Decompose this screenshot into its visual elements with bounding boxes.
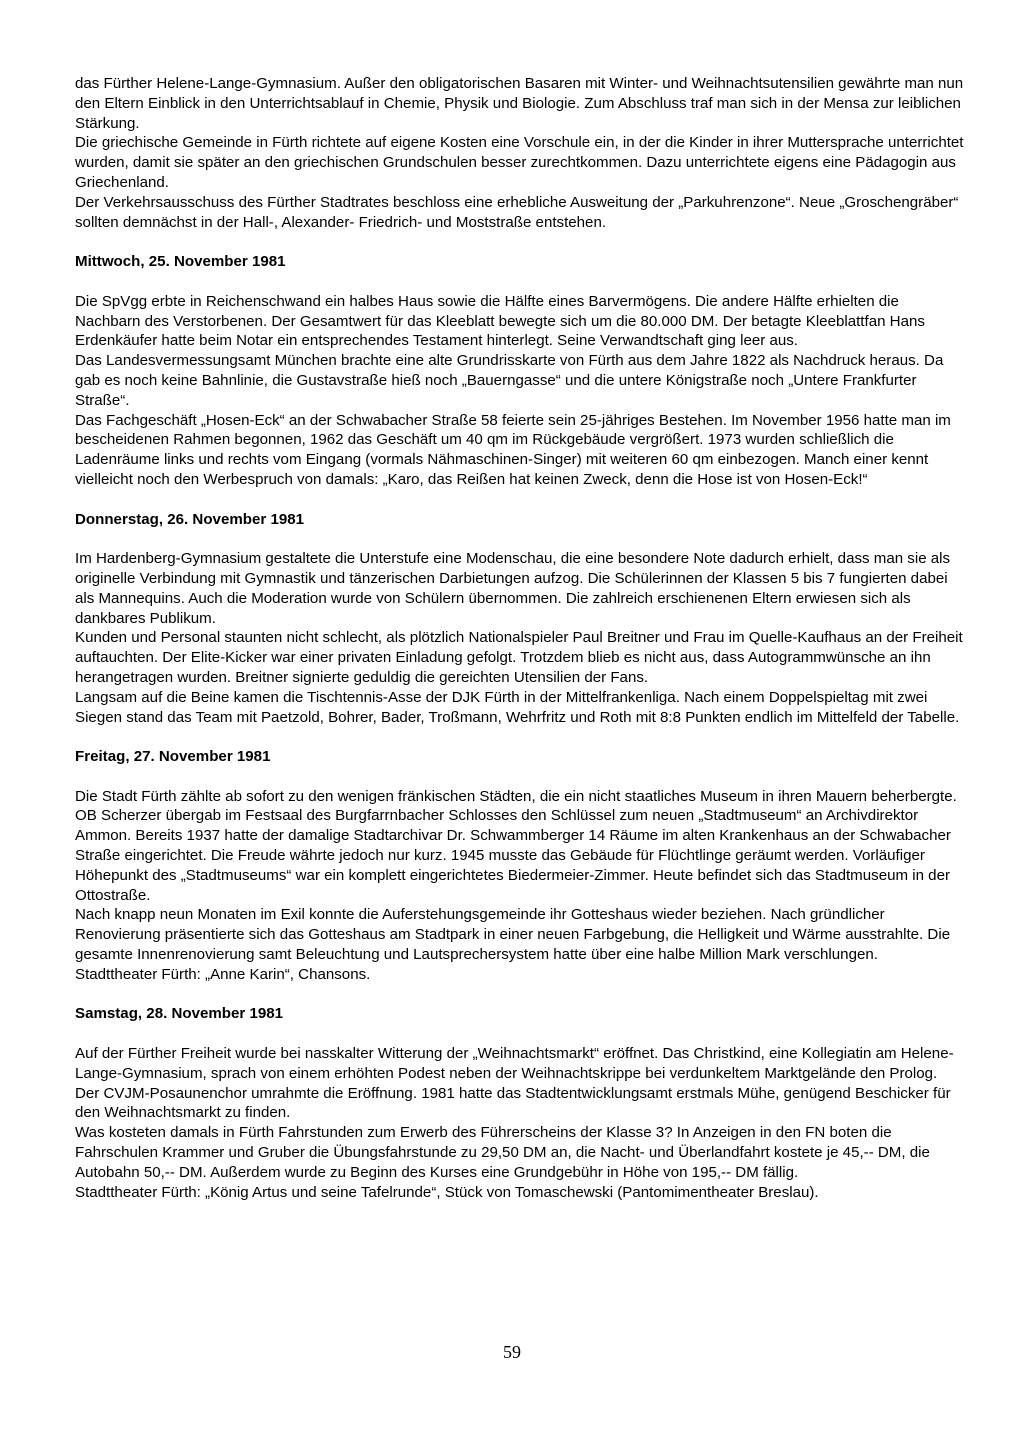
section-friday [75,747,965,985]
section-thursday [75,510,965,728]
section-paragraph: Die Stadt Fürth zählte ab sofort zu den wenigen fränkischen Städten, die ein nicht staatliches Museum in ihren Mauern beherbergte. OB Scherzer übergab im Festsaal des Burgfarrnbacher Schlosses den Schlüssel zum neuen „Stadtmuseum“ an Archivdirektor Ammon. Bereits 1937 hatte der damalige Stadtarchivar Dr. Schwammberger 14 Räume im alten Krankenhaus an der Schwabacher Straße eingerichtet. Die Freude währte jedoch nur kurz. 1945 musste das Gebäude für Flüchtlinge geräumt werden. Vorläufiger Höhepunkt des „Stadtmuseums“ war ein komplett eingerichtetes Biedermeier-Zimmer. Heute befindet sich das Stadtmuseum in der Ottostraße. [75,787,957,904]
section-paragraph: Das Fachgeschäft „Hosen-Eck“ an der Schwabacher Straße 58 feierte sein 25-jähriges Bestehen. Im November 1956 hatte man im bescheidenen Rahmen begonnen, 1962 das Geschäft um 40 qm im Rückgebäude vergrößert. 1973 wurden schließlich die Ladenräume links und rechts vom Eingang (vormals Nähmaschinen-Singer) mit weiteren 60 qm einbezogen. Manch einer kennt vielleicht noch den Werbespruch von damals: „Karo, das Reißen hat keinen Zweck, denn die Hose ist von Hosen-Eck!“ [75,411,951,488]
section-heading: Donnerstag, 26. November 1981 [75,510,305,528]
section-paragraph: Das Landesvermessungsamt München brachte eine alte Grundrisskarte von Fürth aus dem Jahre 1822 als Nachdruck heraus. Da gab es noch keine Bahnlinie, die Gustavstraße hieß noch „Bauerngasse“ und die untere Königstraße noch „Untere Frankfurter Straße“. [75,352,944,409]
section-saturday [75,1004,965,1202]
section-heading: Mittwoch, 25. November 1981 [75,253,286,271]
intro-paragraph-2: Die griechische Gemeinde in Fürth richtete auf eigene Kosten eine Vorschule ein, in der die Kinder in ihrer Muttersprache unterrichtet wurden, damit sie später an den griechischen Grundschulen besser zurechtkommen. Dazu unterrichtete eigens eine Pädagogin aus Griechenland. [75,134,964,191]
page-number: 59 [503,1342,521,1362]
section-heading: Freitag, 27. November 1981 [75,748,271,766]
section-paragraph: Im Hardenberg-Gymnasium gestaltete die Unterstufe eine Modenschau, die eine besondere Note dadurch erhielt, dass man sie als originelle Verbindung mit Gymnastik und tänzerischen Darbietungen aufzog. Die Schülerinnen der Klassen 5 bis 7 fungierten dabei als Mannequins. Auch die Moderation wurde von Schülern übernommen. Die zahlreich erschienenen Eltern erwiesen sich als dankbares Publikum. [75,550,951,627]
intro-paragraph-3: Der Verkehrsausschuss des Fürther Stadtrates beschloss eine erhebliche Ausweitung der „Parkuhrenzone“. Neue „Groschengräber“ sollten demnächst in der Hall-, Alexander- Friedrich- und Moststraße entstehen. [75,193,959,231]
document-body [75,74,965,1202]
section-paragraph: Was kosteten damals in Fürth Fahrstunden zum Erwerb des Führerscheins der Klasse 3? In Anzeigen in den FN boten die Fahrschulen Krammer und Gruber die Übungsfahrstunde zu 29,50 DM an, die Nacht- und Überlandfahrt kostete je 45,-- DM, die Autobahn 50,-- DM. Außerdem wurde zu Beginn des Kurses eine Grundgebühr in Höhe von 195,-- DM fällig. [75,1124,930,1181]
section-paragraph: Kunden und Personal staunten nicht schlecht, als plötzlich Nationalspieler Paul Breitner und Frau im Quelle-Kaufhaus an der Freiheit auftauchten. Der Elite-Kicker war einer privaten Einladung gefolgt. Trotzdem blieb es nicht aus, dass Autogrammwünsche an ihn herangetragen wurden. Breitner signierte geduldig die gereichten Utensilien der Fans. [75,629,963,686]
section-paragraph: Auf der Fürther Freiheit wurde bei nasskalter Witterung der „Weihnachtsmarkt“ eröffnet. Das Christkind, eine Kollegiatin am Helene-Lange-Gymnasium, sprach von einem erhöhten Podest neben der Weihnachtskrippe bei verdunkeltem Marktgelände den Prolog. Der CVJM-Posaunenchor umrahmte die Eröffnung. 1981 hatte das Stadtentwicklungsamt erstmals Mühe, genügend Beschicker für den Weihnachtsmarkt zu finden. [75,1045,954,1122]
section-paragraph: Die SpVgg erbte in Reichenschwand ein halbes Haus sowie die Hälfte eines Barvermögens. Die andere Hälfte erhielten die Nachbarn des Verstorbenen. Der Gesamtwert für das Kleeblatt bewegte sich um die 80.000 DM. Der betagte Kleeblattfan Hans Erdenkäufer hatte beim Notar ein entsprechendes Testament hinterlegt. Seine Verwandtschaft ging leer aus. [75,292,925,350]
section-wednesday [75,252,965,490]
section-paragraph: Stadttheater Fürth: „König Artus und seine Tafelrunde“, Stück von Tomaschewski (Pantomimentheater Breslau). [75,1183,819,1201]
section-heading: Samstag, 28. November 1981 [75,1005,284,1023]
section-paragraph: Stadttheater Fürth: „Anne Karin“, Chansons. [75,965,371,983]
section-paragraph: Langsam auf die Beine kamen die Tischtennis-Asse der DJK Fürth in der Mittelfrankenliga. Nach einem Doppelspieltag mit zwei Siegen stand das Team mit Paetzold, Bohrer, Bader, Troßmann, Wehrfritz und Roth mit 8:8 Punkten endlich im Mittelfeld der Tabelle. [75,688,960,726]
section-paragraph: Nach knapp neun Monaten im Exil konnte die Auferstehungsgemeinde ihr Gotteshaus wieder beziehen. Nach gründlicher Renovierung präsentierte sich das Gotteshaus am Stadtpark in einer neuen Farbgebung, die Helligkeit und Wärme ausstrahlte. Die gesamte Innenrenovierung samt Beleuchtung und Lautsprechersystem hatte über eine halbe Million Mark verschlungen. [75,906,951,964]
intro-paragraph-1: das Fürther Helene-Lange-Gymnasium. Außer den obligatorischen Basaren mit Winter- und Weihnachtsutensilien gewährte man nun den Eltern Einblick in den Unterrichtsablauf in Chemie, Physik und Biologie. Zum Abschluss traf man sich in der Mensa zur leiblichen Stärkung. [75,75,964,132]
